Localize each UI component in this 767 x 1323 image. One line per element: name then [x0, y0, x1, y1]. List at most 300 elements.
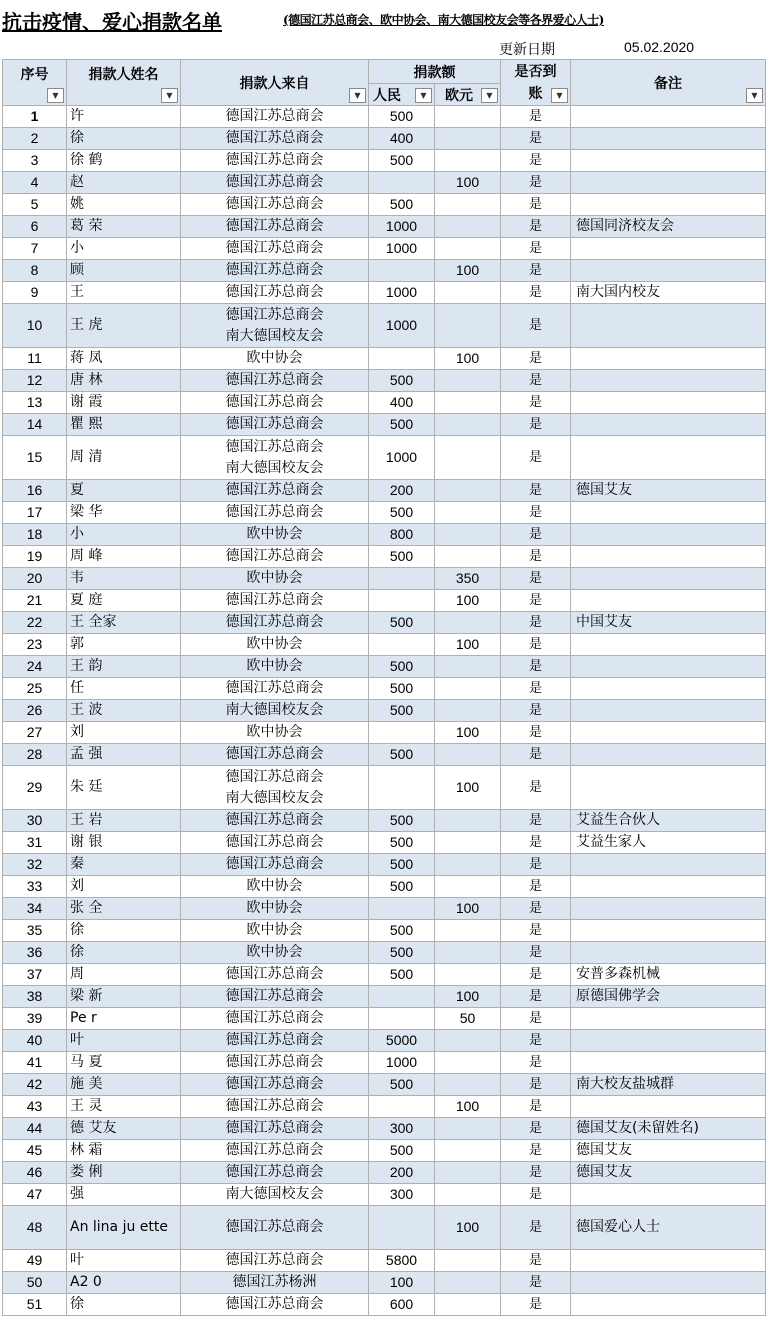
cell-amount-eur: 100 — [435, 986, 501, 1008]
table-row — [3, 1118, 766, 1140]
cell-amount-eur — [435, 1118, 501, 1140]
cell-no: 21 — [3, 590, 67, 612]
table-row — [3, 436, 766, 480]
table-row — [3, 766, 766, 810]
cell-donor-name: 姚 — [67, 194, 181, 216]
table-row — [3, 392, 766, 414]
col-header-from-label: 捐款人来自 — [239, 75, 310, 92]
cell-donor-name: 叶 — [67, 1030, 181, 1052]
cell-amount-rmb: 500 — [369, 700, 435, 722]
donor-from-line: 南大德国校友会 — [225, 1186, 324, 1202]
cell-donor-name: 赵 — [67, 172, 181, 194]
cell-no: 27 — [3, 722, 67, 744]
cell-no: 51 — [3, 1294, 67, 1316]
col-header-rmb-label: 人民 — [373, 87, 401, 104]
cell-received: 是 — [501, 194, 571, 216]
donor-from-line: 欧中协会 — [246, 944, 303, 960]
cell-no: 5 — [3, 194, 67, 216]
donation-table — [2, 59, 766, 1316]
cell-received: 是 — [501, 920, 571, 942]
cell-note: 安普多森机械 — [571, 964, 766, 986]
cell-note — [571, 678, 766, 700]
table-row — [3, 194, 766, 216]
cell-amount-eur — [435, 436, 501, 480]
cell-received: 是 — [501, 612, 571, 634]
filter-dropdown-icon[interactable]: ▼ — [481, 88, 498, 103]
cell-no: 28 — [3, 744, 67, 766]
cell-amount-rmb — [369, 172, 435, 194]
cell-donor-from — [181, 348, 369, 370]
cell-received: 是 — [501, 986, 571, 1008]
cell-amount-rmb — [369, 722, 435, 744]
table-row — [3, 612, 766, 634]
cell-amount-rmb: 500 — [369, 546, 435, 568]
cell-amount-eur — [435, 876, 501, 898]
col-header-name — [67, 60, 181, 106]
donor-from-line: 德国江苏总商会 — [225, 504, 324, 520]
table-row — [3, 744, 766, 766]
col-header-from — [181, 60, 369, 106]
cell-donor-from — [181, 238, 369, 260]
col-header-eur — [435, 84, 501, 106]
cell-amount-rmb: 5000 — [369, 1030, 435, 1052]
cell-donor-name: 谢 银 — [67, 832, 181, 854]
cell-donor-from — [181, 876, 369, 898]
cell-donor-from — [181, 722, 369, 744]
table-row — [3, 568, 766, 590]
cell-donor-from — [181, 590, 369, 612]
cell-amount-rmb — [369, 568, 435, 590]
cell-amount-eur — [435, 1294, 501, 1316]
col-header-eur-label: 欧元 — [445, 87, 473, 104]
cell-no: 44 — [3, 1118, 67, 1140]
donor-from-line: 德国江苏总商会 — [225, 680, 324, 696]
cell-donor-name: 强 — [67, 1184, 181, 1206]
cell-donor-name: 小 — [67, 524, 181, 546]
cell-donor-from — [181, 282, 369, 304]
cell-donor-name: 朱 廷 — [67, 766, 181, 810]
cell-donor-name: 林 霜 — [67, 1140, 181, 1162]
cell-received: 是 — [501, 238, 571, 260]
cell-note — [571, 656, 766, 678]
cell-amount-rmb: 500 — [369, 106, 435, 128]
cell-amount-eur — [435, 128, 501, 150]
filter-dropdown-icon[interactable]: ▼ — [161, 88, 178, 103]
cell-amount-rmb: 500 — [369, 1074, 435, 1096]
cell-amount-eur — [435, 964, 501, 986]
cell-note — [571, 700, 766, 722]
cell-amount-rmb — [369, 1206, 435, 1250]
table-row — [3, 832, 766, 854]
cell-note — [571, 436, 766, 480]
cell-received: 是 — [501, 810, 571, 832]
cell-amount-rmb — [369, 1008, 435, 1030]
cell-amount-eur — [435, 238, 501, 260]
cell-donor-from — [181, 832, 369, 854]
cell-amount-rmb: 5800 — [369, 1250, 435, 1272]
cell-donor-name: 小 — [67, 238, 181, 260]
cell-donor-name: 叶 — [67, 1250, 181, 1272]
cell-donor-from — [181, 414, 369, 436]
cell-donor-name: 王 韵 — [67, 656, 181, 678]
cell-note: 德国艾友(未留姓名) — [571, 1118, 766, 1140]
cell-received: 是 — [501, 1052, 571, 1074]
cell-received: 是 — [501, 260, 571, 282]
table-row — [3, 964, 766, 986]
cell-no: 38 — [3, 986, 67, 1008]
cell-donor-name: 韦 — [67, 568, 181, 590]
cell-received: 是 — [501, 700, 571, 722]
cell-donor-from — [181, 612, 369, 634]
cell-donor-name: 梁 新 — [67, 986, 181, 1008]
cell-received: 是 — [501, 1162, 571, 1184]
filter-dropdown-icon[interactable]: ▼ — [551, 88, 568, 103]
table-row — [3, 414, 766, 436]
cell-no: 32 — [3, 854, 67, 876]
donor-from-line: 德国江苏总商会 — [225, 152, 324, 168]
cell-no: 14 — [3, 414, 67, 436]
cell-donor-from — [181, 1206, 369, 1250]
cell-note: 艾益生合伙人 — [571, 810, 766, 832]
cell-received: 是 — [501, 1250, 571, 1272]
filter-dropdown-icon[interactable]: ▼ — [349, 88, 366, 103]
cell-donor-name: 顾 — [67, 260, 181, 282]
cell-donor-from — [181, 1250, 369, 1272]
cell-amount-eur: 100 — [435, 766, 501, 810]
cell-amount-rmb: 400 — [369, 392, 435, 414]
cell-amount-eur: 100 — [435, 1096, 501, 1118]
cell-received: 是 — [501, 634, 571, 656]
donor-from-line: 德国江苏总商会 — [225, 988, 324, 1004]
cell-note — [571, 260, 766, 282]
cell-received: 是 — [501, 128, 571, 150]
cell-note: 南大国内校友 — [571, 282, 766, 304]
cell-amount-eur — [435, 1052, 501, 1074]
table-row — [3, 1184, 766, 1206]
cell-amount-eur — [435, 304, 501, 348]
cell-note — [571, 722, 766, 744]
cell-no: 7 — [3, 238, 67, 260]
cell-no: 12 — [3, 370, 67, 392]
cell-donor-name: 蒋 凤 — [67, 348, 181, 370]
cell-amount-eur — [435, 502, 501, 524]
cell-donor-name: 周 — [67, 964, 181, 986]
table-row — [3, 942, 766, 964]
table-row — [3, 150, 766, 172]
update-date-value: 05.02.2020 — [624, 39, 695, 55]
cell-amount-eur: 100 — [435, 260, 501, 282]
cell-amount-eur — [435, 392, 501, 414]
cell-donor-name: 郭 — [67, 634, 181, 656]
donor-from-line: 欧中协会 — [246, 724, 303, 740]
cell-donor-from — [181, 1008, 369, 1030]
donor-from-line: 欧中协会 — [246, 658, 303, 674]
cell-donor-from — [181, 128, 369, 150]
cell-note — [571, 1184, 766, 1206]
cell-donor-from — [181, 898, 369, 920]
table-row — [3, 524, 766, 546]
table-row — [3, 678, 766, 700]
donor-from-line: 德国江苏总商会 — [225, 768, 324, 785]
donor-from-line: 德国江苏总商会 — [225, 1296, 324, 1312]
cell-received: 是 — [501, 722, 571, 744]
cell-no: 1 — [3, 106, 67, 128]
cell-received: 是 — [501, 1074, 571, 1096]
cell-no: 30 — [3, 810, 67, 832]
cell-received: 是 — [501, 678, 571, 700]
cell-no: 49 — [3, 1250, 67, 1272]
cell-received: 是 — [501, 854, 571, 876]
table-row — [3, 810, 766, 832]
col-header-rmb — [369, 84, 435, 106]
cell-donor-name: 葛 荣 — [67, 216, 181, 238]
cell-donor-from — [181, 304, 369, 348]
cell-no: 41 — [3, 1052, 67, 1074]
table-row — [3, 1250, 766, 1272]
table-row — [3, 260, 766, 282]
donor-from-line: 欧中协会 — [246, 636, 303, 652]
cell-donor-from — [181, 1118, 369, 1140]
donor-from-line: 德国江苏总商会 — [225, 262, 324, 278]
table-row — [3, 1206, 766, 1250]
cell-note — [571, 1030, 766, 1052]
cell-donor-from — [181, 766, 369, 810]
table-row — [3, 920, 766, 942]
cell-donor-from — [181, 260, 369, 282]
cell-no: 39 — [3, 1008, 67, 1030]
cell-amount-rmb: 1000 — [369, 436, 435, 480]
cell-no: 29 — [3, 766, 67, 810]
cell-amount-rmb — [369, 348, 435, 370]
table-row — [3, 854, 766, 876]
cell-amount-rmb: 500 — [369, 832, 435, 854]
cell-note — [571, 238, 766, 260]
cell-donor-from — [181, 194, 369, 216]
cell-donor-name: An lina ju ette — [67, 1206, 181, 1250]
cell-amount-rmb: 500 — [369, 810, 435, 832]
cell-donor-name: 瞿 熙 — [67, 414, 181, 436]
donor-from-line: 德国江苏总商会 — [225, 372, 324, 388]
cell-amount-eur — [435, 524, 501, 546]
cell-no: 33 — [3, 876, 67, 898]
cell-amount-rmb: 500 — [369, 150, 435, 172]
cell-amount-rmb: 500 — [369, 854, 435, 876]
cell-note — [571, 920, 766, 942]
cell-donor-from — [181, 172, 369, 194]
cell-received: 是 — [501, 898, 571, 920]
table-row — [3, 348, 766, 370]
page-title: 抗击疫情、爱心捐款名单 — [2, 10, 222, 34]
cell-note — [571, 1294, 766, 1316]
cell-note — [571, 942, 766, 964]
cell-received: 是 — [501, 436, 571, 480]
cell-no: 9 — [3, 282, 67, 304]
cell-donor-name: 娄 俐 — [67, 1162, 181, 1184]
table-row — [3, 1294, 766, 1316]
cell-amount-eur — [435, 744, 501, 766]
cell-received: 是 — [501, 1206, 571, 1250]
col-header-amount — [369, 60, 501, 84]
cell-amount-rmb — [369, 590, 435, 612]
cell-received: 是 — [501, 766, 571, 810]
cell-amount-eur: 50 — [435, 1008, 501, 1030]
cell-received: 是 — [501, 568, 571, 590]
cell-amount-rmb: 400 — [369, 128, 435, 150]
col-header-received — [501, 60, 571, 106]
table-row — [3, 700, 766, 722]
cell-donor-name: 任 — [67, 678, 181, 700]
cell-amount-eur — [435, 480, 501, 502]
cell-amount-rmb: 1000 — [369, 282, 435, 304]
cell-received: 是 — [501, 832, 571, 854]
cell-received: 是 — [501, 106, 571, 128]
table-row — [3, 1140, 766, 1162]
table-row — [3, 722, 766, 744]
cell-no: 13 — [3, 392, 67, 414]
cell-donor-name: 马 夏 — [67, 1052, 181, 1074]
cell-donor-from — [181, 1074, 369, 1096]
cell-amount-eur — [435, 854, 501, 876]
cell-no: 45 — [3, 1140, 67, 1162]
cell-note — [571, 744, 766, 766]
cell-amount-eur — [435, 546, 501, 568]
cell-no: 2 — [3, 128, 67, 150]
cell-received: 是 — [501, 1184, 571, 1206]
donor-from-line: 德国江苏总商会 — [225, 1120, 324, 1136]
table-row — [3, 1030, 766, 1052]
table-row — [3, 1096, 766, 1118]
cell-received: 是 — [501, 744, 571, 766]
cell-no: 22 — [3, 612, 67, 634]
cell-donor-from — [181, 920, 369, 942]
cell-note — [571, 876, 766, 898]
cell-donor-name: 夏 庭 — [67, 590, 181, 612]
cell-received: 是 — [501, 348, 571, 370]
cell-note: 中国艾友 — [571, 612, 766, 634]
cell-amount-rmb: 500 — [369, 678, 435, 700]
filter-dropdown-icon[interactable]: ▼ — [47, 88, 64, 103]
cell-amount-rmb: 300 — [369, 1184, 435, 1206]
cell-note — [571, 898, 766, 920]
cell-amount-rmb: 1000 — [369, 304, 435, 348]
table-row — [3, 898, 766, 920]
cell-donor-name: A2 0 — [67, 1272, 181, 1294]
cell-note: 原德国佛学会 — [571, 986, 766, 1008]
cell-donor-name: 王 全家 — [67, 612, 181, 634]
donor-from-line: 欧中协会 — [246, 878, 303, 894]
cell-note — [571, 392, 766, 414]
cell-note — [571, 546, 766, 568]
cell-amount-rmb: 500 — [369, 876, 435, 898]
cell-amount-eur — [435, 656, 501, 678]
cell-donor-name: 徐 — [67, 920, 181, 942]
cell-donor-from — [181, 502, 369, 524]
cell-donor-name: 唐 林 — [67, 370, 181, 392]
cell-amount-rmb: 500 — [369, 964, 435, 986]
cell-no: 10 — [3, 304, 67, 348]
cell-donor-from — [181, 1272, 369, 1294]
donor-from-line: 德国江苏总商会 — [225, 746, 324, 762]
cell-donor-name: 王 岩 — [67, 810, 181, 832]
cell-received: 是 — [501, 1118, 571, 1140]
cell-amount-rmb: 500 — [369, 370, 435, 392]
cell-received: 是 — [501, 1096, 571, 1118]
cell-note — [571, 1052, 766, 1074]
cell-amount-eur: 100 — [435, 722, 501, 744]
donor-from-line: 欧中协会 — [246, 570, 303, 586]
filter-dropdown-icon[interactable]: ▼ — [415, 88, 432, 103]
cell-amount-eur — [435, 612, 501, 634]
cell-received: 是 — [501, 590, 571, 612]
cell-amount-eur — [435, 194, 501, 216]
col-header-note-label: 备注 — [654, 75, 682, 92]
cell-amount-eur — [435, 414, 501, 436]
cell-no: 26 — [3, 700, 67, 722]
cell-amount-eur: 100 — [435, 590, 501, 612]
cell-amount-rmb — [369, 986, 435, 1008]
filter-dropdown-icon[interactable]: ▼ — [746, 88, 763, 103]
cell-amount-eur: 100 — [435, 172, 501, 194]
cell-amount-rmb — [369, 1096, 435, 1118]
cell-amount-eur — [435, 678, 501, 700]
cell-no: 25 — [3, 678, 67, 700]
donor-from-line: 德国江苏总商会 — [225, 130, 324, 146]
cell-donor-name: 夏 — [67, 480, 181, 502]
donor-from-line: 南大德国校友会 — [225, 789, 324, 806]
cell-amount-rmb: 500 — [369, 942, 435, 964]
cell-note: 德国同济校友会 — [571, 216, 766, 238]
cell-received: 是 — [501, 502, 571, 524]
cell-donor-name: 徐 — [67, 942, 181, 964]
cell-no: 20 — [3, 568, 67, 590]
cell-amount-rmb: 500 — [369, 414, 435, 436]
table-row — [3, 1074, 766, 1096]
cell-no: 11 — [3, 348, 67, 370]
table-row — [3, 1052, 766, 1074]
table-row — [3, 634, 766, 656]
cell-amount-eur: 350 — [435, 568, 501, 590]
cell-donor-from — [181, 106, 369, 128]
cell-amount-rmb: 600 — [369, 1294, 435, 1316]
cell-donor-from — [181, 656, 369, 678]
cell-received: 是 — [501, 1272, 571, 1294]
cell-amount-rmb — [369, 634, 435, 656]
cell-no: 8 — [3, 260, 67, 282]
cell-amount-rmb: 500 — [369, 656, 435, 678]
cell-amount-rmb: 500 — [369, 194, 435, 216]
donor-from-line: 德国江苏总商会 — [225, 1252, 324, 1268]
cell-donor-name: 刘 — [67, 722, 181, 744]
table-row — [3, 502, 766, 524]
cell-amount-rmb: 300 — [369, 1118, 435, 1140]
cell-donor-from — [181, 986, 369, 1008]
cell-received: 是 — [501, 656, 571, 678]
cell-donor-from — [181, 1162, 369, 1184]
cell-donor-name: 徐 — [67, 128, 181, 150]
cell-amount-rmb: 100 — [369, 1272, 435, 1294]
donor-from-line: 德国江苏总商会 — [225, 592, 324, 608]
cell-amount-rmb: 500 — [369, 920, 435, 942]
cell-donor-from — [181, 1052, 369, 1074]
cell-no: 3 — [3, 150, 67, 172]
cell-received: 是 — [501, 392, 571, 414]
cell-amount-eur — [435, 216, 501, 238]
cell-received: 是 — [501, 964, 571, 986]
cell-note — [571, 1008, 766, 1030]
col-header-note — [571, 60, 766, 106]
cell-no: 43 — [3, 1096, 67, 1118]
cell-note — [571, 106, 766, 128]
